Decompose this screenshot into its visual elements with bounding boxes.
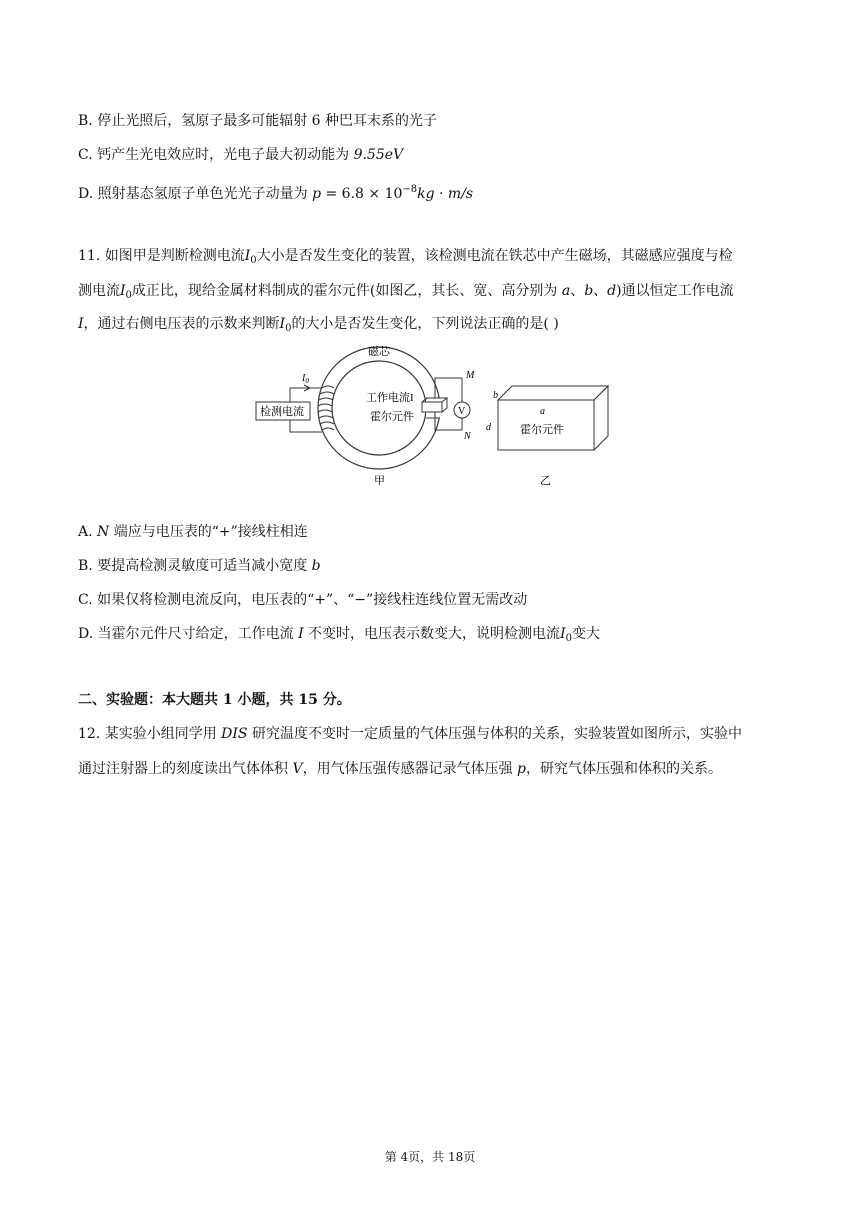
q11-option-a — [78, 522, 308, 542]
q12-stem-line-2 — [78, 759, 722, 779]
q11-option-d-var-I0-sub: 0 — [565, 633, 572, 644]
q11-var-I0: I — [120, 283, 126, 299]
page-footer: 第 4页，共 18页 — [384, 1150, 476, 1164]
hall-block-label: 霍尔元件 — [520, 424, 564, 436]
q10-option-c-value: 9.55eV — [353, 147, 404, 163]
q11-text: 的大小是否发生变化，下列说法正确的是( ) — [291, 316, 559, 332]
work-current-label: 工作电流I — [366, 392, 414, 404]
q11-option-a-text: A. — [78, 524, 98, 540]
q11-option-d-text: 不变时，电压表示数变大，说明检测电流 — [303, 626, 561, 642]
q11-option-c — [78, 590, 527, 610]
section-heading-text: 二、实验题：本大题共 1 小题，共 15 分。 — [78, 692, 351, 708]
core-label: 磁芯 — [368, 346, 390, 358]
yi-b-label: b — [493, 390, 498, 401]
q12-text: 通过注射器上的刻度读出气体体积 — [78, 761, 293, 777]
q10-option-d-exponent: −8 — [402, 184, 418, 195]
magnetic-core-inner — [332, 361, 426, 455]
m-label: M — [466, 370, 475, 381]
q11-var-I0-sub: 0 — [250, 255, 257, 266]
q11-stem-line-2 — [78, 281, 734, 306]
n-label: N — [464, 431, 471, 442]
q11-text: 11. 如图甲是判断检测电流 — [78, 248, 245, 264]
q12-text: ，用气体压强传感器记录气体压强 — [302, 761, 518, 777]
q11-var-I0-sub: 0 — [125, 290, 132, 301]
q11-text: ，通过右侧电压表的示数来判断 — [83, 316, 280, 332]
q11-option-b-text: B. 要提高检测灵敏度可适当减小宽度 — [78, 558, 312, 574]
i0-label: $I_0$ — [302, 373, 309, 385]
figure-yi — [486, 386, 608, 487]
q10-option-d-p: p — [312, 186, 322, 202]
q11-option-d — [78, 624, 600, 649]
q11-text: )通以恒定工作电流 — [616, 283, 734, 299]
q11-var-b: b — [584, 283, 594, 299]
jia-label: 甲 — [374, 475, 385, 487]
q10-option-c — [78, 145, 403, 165]
q11-option-d-text: D. 当霍尔元件尺寸给定，工作电流 — [78, 626, 299, 642]
q11-text: 测电流 — [78, 283, 120, 299]
yi-d-label: d — [486, 422, 491, 433]
q11-stem-line-3 — [78, 314, 559, 339]
q12-text: ，研究气体压强和体积的关系。 — [526, 761, 722, 777]
q11-text: 成正比，现给金属材料制成的霍尔元件(如图乙，其长、宽、高分别为 — [131, 283, 562, 299]
q11-option-b — [78, 556, 321, 576]
hall-element — [422, 402, 442, 412]
q12-var-dis: DIS — [221, 726, 248, 742]
hall-block-top — [498, 386, 608, 400]
q10-option-c-text: C. 钙产生光电效应时，光电子最大初动能为 — [78, 147, 354, 163]
q11-figure — [250, 338, 620, 488]
q11-text: 、 — [593, 283, 608, 299]
q10-option-d — [78, 180, 473, 204]
q11-var-I0-sub: 0 — [285, 323, 292, 334]
hall-element-label: 霍尔元件 — [370, 411, 414, 423]
q11-text: 、 — [570, 283, 585, 299]
q10-option-d-number: = 6.8 × 10 — [321, 186, 403, 202]
q12-var-v: V — [292, 761, 303, 777]
section-heading — [78, 690, 351, 710]
q12-stem-line-1 — [78, 724, 742, 744]
q11-text: 大小是否发生变化的装置，该检测电流在铁芯中产生磁场，其磁感应强度与检 — [256, 248, 733, 264]
q11-var-I0: I — [279, 316, 286, 332]
yi-label: 乙 — [540, 475, 551, 487]
q11-var-I0: I — [244, 248, 251, 264]
figure-jia — [256, 344, 475, 487]
q11-option-c-text: C. 如果仅将检测电流反向，电压表的“+”、“−”接线柱连线位置无需改动 — [78, 592, 528, 608]
q11-var-d: d — [607, 283, 617, 299]
q11-stem-line-1 — [78, 246, 733, 271]
q11-option-b-var: b — [311, 558, 321, 574]
detection-current-label: 检测电流 — [260, 406, 304, 418]
q10-option-d-unit: kg · m/s — [417, 186, 474, 202]
q11-var-a: a — [561, 283, 571, 299]
q12-text: 研究温度不变时一定质量的气体压强与体积的关系，实验装置如图所示，实验中 — [247, 726, 742, 742]
q11-option-d-text: 变大 — [571, 626, 600, 642]
q11-option-a-text: 端应与电压表的“+”接线柱相连 — [109, 524, 308, 540]
q12-text: 12. 某实验小组同学用 — [78, 726, 222, 742]
yi-a-label: a — [540, 406, 545, 417]
q11-option-a-var: N — [97, 524, 110, 540]
q10-option-d-text: D. 照射基态氢原子单色光光子动量为 — [78, 186, 313, 202]
q10-option-b — [78, 111, 437, 131]
q11-option-d-var-I: I — [298, 626, 304, 642]
q11-var-I: I — [78, 316, 84, 332]
q11-option-d-var-I0: I — [560, 626, 566, 642]
voltmeter-label: V — [458, 406, 466, 417]
q12-var-p: p — [517, 761, 526, 777]
coil-wire-bottom — [290, 420, 322, 432]
q10-option-b-text: B. 停止光照后，氢原子最多可能辐射 6 种巴耳末系的光子 — [78, 113, 437, 129]
